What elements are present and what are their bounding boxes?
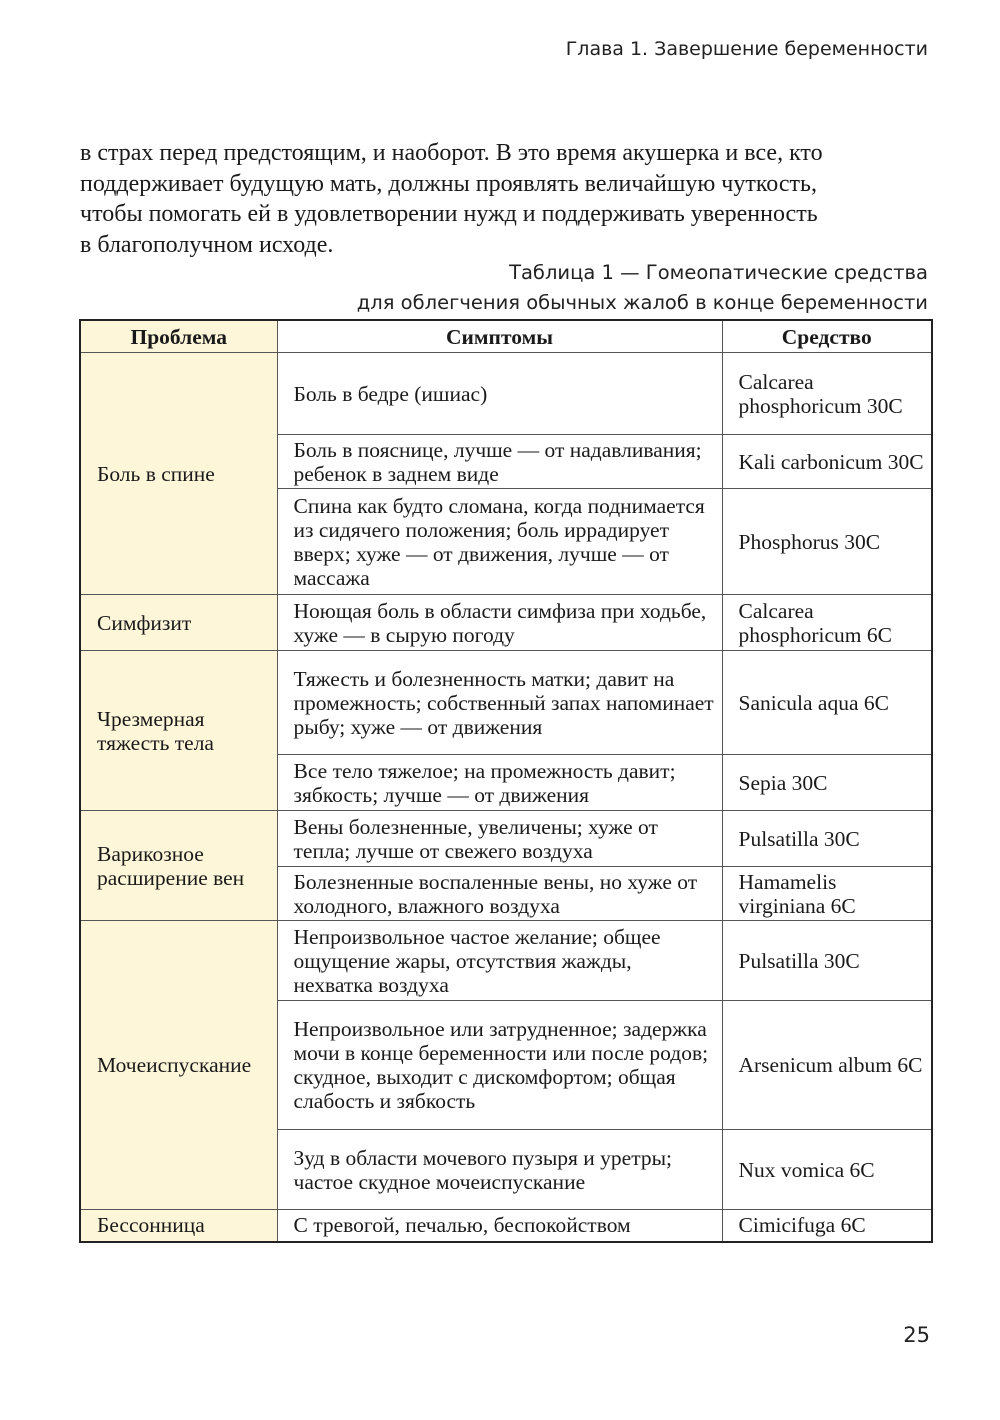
symptom-cell: Спина как будто сломана, когда поднимается из сидячего положения; боль иррадирует вверх; хуже — от движения, лучше — от массажа [277, 489, 722, 595]
problem-cell: Боль в спине [80, 353, 277, 595]
remedy-cell: Arsenicum album 6C [722, 1001, 932, 1130]
remedies-table [79, 319, 933, 1243]
table-caption-line-2: для облегчения обычных жалоб в конце беременности [356, 291, 928, 314]
table-row [80, 921, 932, 1001]
remedy-cell: Cimicifuga 6C [722, 1210, 932, 1242]
remedy-cell: Hamamelis virginiana 6C [722, 867, 932, 921]
paragraph-line: чтобы помогать ей в удовлетворении нужд и поддерживать уверенность [80, 201, 818, 227]
table-row [80, 353, 932, 435]
symptom-cell: Болезненные воспаленные вены, но хуже от холодного, влажного воздуха [277, 867, 722, 921]
symptom-cell: Тяжесть и болезненность матки; давит на промежность; собственный запах напоминает рыбу; хуже — от движения [277, 651, 722, 755]
remedy-cell: Pulsatilla 30C [722, 921, 932, 1001]
problem-cell: Бессонница [80, 1210, 277, 1242]
header-problem: Проблема [80, 320, 277, 353]
table-row [80, 811, 932, 867]
problem-cell: Мочеиспускание [80, 921, 277, 1210]
table-row [80, 1210, 932, 1242]
remedy-cell: Phosphorus 30C [722, 489, 932, 595]
remedy-cell: Calcarea phosphoricum 30C [722, 353, 932, 435]
symptom-cell: Зуд в области мочевого пузыря и уретры; частое скудное мочеиспускание [277, 1130, 722, 1210]
remedy-cell: Nux vomica 6C [722, 1130, 932, 1210]
symptom-cell: Боль в бедре (ишиас) [277, 353, 722, 435]
problem-cell: Варикозное расширение вен [80, 811, 277, 921]
table-header-row [80, 320, 932, 353]
symptom-cell: Вены болезненные, увеличены; хуже от тепла; лучше от свежего воздуха [277, 811, 722, 867]
remedy-cell: Pulsatilla 30C [722, 811, 932, 867]
symptom-cell: Ноющая боль в области симфиза при ходьбе, хуже — в сырую погоду [277, 595, 722, 651]
running-header: Глава 1. Завершение беременности [565, 38, 928, 60]
paragraph-line: в страх перед предстоящим, и наоборот. В это время акушерка и все, кто [80, 140, 823, 166]
problem-cell: Чрезмерная тяжесть тела [80, 651, 277, 811]
table-caption-line-1: Таблица 1 — Гомеопатические средства [509, 261, 928, 284]
paragraph-line: поддерживает будущую мать, должны проявлять величайшую чуткость, [80, 170, 817, 197]
table-row [80, 651, 932, 755]
symptom-cell: Все тело тяжелое; на промежность давит; зябкость; лучше — от движения [277, 755, 722, 811]
body-paragraph [80, 138, 930, 260]
remedy-cell: Kali carbonicum 30C [722, 435, 932, 489]
symptom-cell: Непроизвольное или затрудненное; задержка мочи в конце беременности или после родов; скудное, выходит с дискомфортом; общая слабость и зябкость [277, 1001, 722, 1130]
header-symptoms: Симптомы [277, 320, 722, 353]
page-number: 25 [903, 1323, 930, 1347]
remedy-cell: Sanicula aqua 6C [722, 651, 932, 755]
table-row [80, 595, 932, 651]
symptom-cell: С тревогой, печалью, беспокойством [277, 1210, 722, 1242]
header-remedy: Средство [722, 320, 932, 353]
remedy-cell: Sepia 30C [722, 755, 932, 811]
paragraph-line: в благополучном исходе. [80, 231, 334, 258]
symptom-cell: Боль в пояснице, лучше — от надавливания; ребенок в заднем виде [277, 435, 722, 489]
problem-cell: Симфизит [80, 595, 277, 651]
symptom-cell: Непроизвольное частое желание; общее ощущение жары, отсутствия жажды, нехватка воздуха [277, 921, 722, 1001]
remedy-cell: Calcarea phosphoricum 6C [722, 595, 932, 651]
